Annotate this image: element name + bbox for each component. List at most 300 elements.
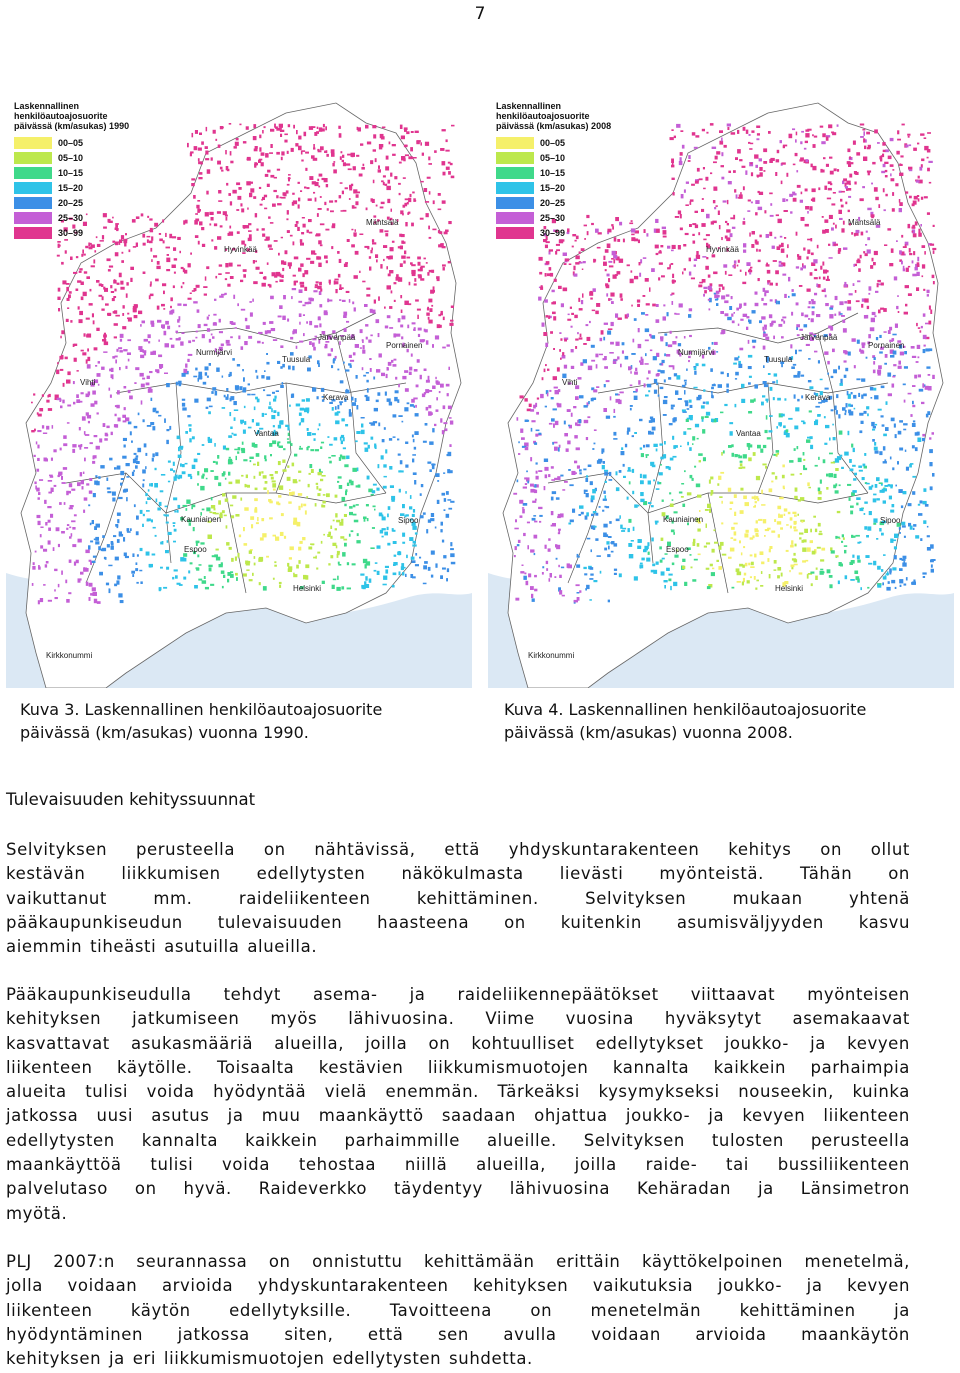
settlement-cell bbox=[249, 579, 253, 581]
settlement-cell bbox=[809, 386, 813, 389]
settlement-cell bbox=[360, 329, 363, 333]
settlement-cell bbox=[272, 392, 275, 394]
settlement-cell bbox=[236, 209, 239, 211]
settlement-cell bbox=[723, 200, 727, 202]
settlement-cell bbox=[196, 331, 198, 333]
settlement-cell bbox=[922, 438, 925, 441]
settlement-cell bbox=[754, 528, 758, 530]
settlement-cell bbox=[736, 568, 740, 572]
settlement-cell bbox=[660, 370, 664, 373]
settlement-cell bbox=[818, 457, 820, 460]
settlement-cell bbox=[338, 564, 341, 566]
settlement-cell bbox=[344, 264, 348, 267]
settlement-cell bbox=[842, 320, 845, 323]
settlement-cell bbox=[242, 369, 244, 371]
settlement-cell bbox=[530, 409, 534, 412]
settlement-cell bbox=[426, 380, 430, 383]
settlement-cell bbox=[417, 309, 421, 311]
settlement-cell bbox=[885, 354, 888, 358]
settlement-cell bbox=[270, 175, 274, 178]
settlement-cell bbox=[66, 528, 68, 530]
settlement-cell bbox=[728, 171, 731, 173]
settlement-cell bbox=[225, 397, 228, 400]
settlement-cell bbox=[318, 257, 321, 260]
settlement-cell bbox=[197, 200, 200, 202]
settlement-cell bbox=[88, 243, 90, 247]
settlement-cell bbox=[726, 389, 728, 393]
settlement-cell bbox=[274, 240, 278, 242]
settlement-cell bbox=[143, 419, 145, 422]
settlement-cell bbox=[124, 386, 127, 389]
settlement-cell bbox=[126, 497, 128, 501]
settlement-cell bbox=[844, 550, 846, 554]
settlement-cell bbox=[87, 357, 90, 361]
settlement-cell bbox=[429, 308, 432, 312]
settlement-cell bbox=[786, 524, 789, 526]
settlement-cell bbox=[351, 244, 355, 247]
settlement-cell bbox=[695, 225, 698, 229]
settlement-cell bbox=[284, 134, 288, 136]
settlement-cell bbox=[287, 465, 289, 468]
settlement-cell bbox=[310, 449, 314, 451]
settlement-cell bbox=[221, 294, 225, 296]
settlement-cell bbox=[287, 151, 289, 154]
settlement-cell bbox=[218, 145, 221, 148]
settlement-cell bbox=[256, 423, 260, 426]
settlement-cell bbox=[526, 471, 528, 473]
settlement-cell bbox=[93, 493, 96, 497]
settlement-cell bbox=[664, 353, 666, 356]
settlement-cell bbox=[850, 469, 854, 472]
settlement-cell bbox=[591, 549, 593, 552]
settlement-cell bbox=[899, 568, 903, 571]
settlement-cell bbox=[922, 245, 926, 248]
settlement-cell bbox=[627, 428, 630, 432]
settlement-cell bbox=[122, 326, 126, 329]
settlement-cell bbox=[539, 272, 542, 275]
settlement-cell bbox=[370, 160, 373, 164]
settlement-cell bbox=[251, 524, 253, 528]
settlement-cell bbox=[570, 520, 574, 523]
settlement-cell bbox=[344, 504, 346, 507]
settlement-cell bbox=[841, 541, 843, 543]
settlement-cell bbox=[409, 367, 412, 371]
settlement-cell bbox=[760, 172, 763, 176]
settlement-cell bbox=[757, 445, 761, 449]
settlement-cell bbox=[883, 576, 887, 579]
settlement-cell bbox=[86, 483, 89, 485]
settlement-cell bbox=[604, 548, 607, 551]
settlement-cell bbox=[874, 395, 878, 399]
settlement-cell bbox=[87, 415, 91, 419]
settlement-cell bbox=[735, 157, 738, 160]
place-label-sipoo: Sipoo bbox=[398, 516, 419, 525]
settlement-cell bbox=[104, 337, 106, 339]
legend-row bbox=[496, 150, 646, 165]
settlement-cell bbox=[202, 509, 205, 511]
settlement-cell bbox=[62, 482, 66, 484]
settlement-cell bbox=[921, 402, 924, 404]
settlement-cell bbox=[907, 134, 910, 136]
settlement-cell bbox=[579, 395, 584, 398]
settlement-cell bbox=[54, 589, 56, 591]
settlement-cell bbox=[902, 559, 906, 561]
settlement-cell bbox=[296, 565, 299, 569]
settlement-cell bbox=[885, 170, 888, 172]
settlement-cell bbox=[542, 377, 544, 380]
settlement-cell bbox=[235, 327, 237, 329]
settlement-cell bbox=[392, 585, 395, 588]
settlement-cell bbox=[795, 488, 798, 492]
settlement-cell bbox=[737, 572, 742, 576]
settlement-cell bbox=[863, 251, 865, 253]
settlement-cell bbox=[876, 477, 880, 481]
settlement-cell bbox=[70, 506, 72, 508]
settlement-cell bbox=[864, 526, 867, 530]
settlement-cell bbox=[383, 259, 385, 261]
settlement-cell bbox=[281, 197, 285, 199]
settlement-cell bbox=[882, 142, 885, 146]
settlement-cell bbox=[97, 373, 101, 377]
settlement-cell bbox=[130, 278, 132, 282]
settlement-cell bbox=[450, 320, 454, 322]
settlement-cell bbox=[602, 465, 605, 469]
settlement-cell bbox=[862, 186, 865, 188]
settlement-cell bbox=[663, 236, 667, 238]
settlement-cell bbox=[339, 299, 341, 301]
settlement-cell bbox=[48, 528, 51, 531]
settlement-cell bbox=[807, 437, 810, 439]
settlement-cell bbox=[58, 308, 60, 311]
settlement-cell bbox=[407, 257, 411, 259]
settlement-cell bbox=[650, 350, 652, 352]
settlement-cell bbox=[287, 230, 290, 233]
settlement-cell bbox=[681, 496, 684, 498]
settlement-cell bbox=[651, 570, 654, 573]
settlement-cell bbox=[521, 437, 525, 440]
settlement-cell bbox=[530, 586, 534, 590]
settlement-cell bbox=[444, 498, 446, 502]
settlement-cell bbox=[719, 225, 721, 229]
settlement-cell bbox=[420, 267, 423, 271]
settlement-cell bbox=[366, 561, 371, 565]
settlement-cell bbox=[896, 240, 898, 242]
settlement-cell bbox=[402, 572, 404, 576]
settlement-cell bbox=[634, 276, 638, 279]
settlement-cell bbox=[72, 449, 75, 453]
settlement-cell bbox=[205, 158, 209, 160]
settlement-cell bbox=[178, 447, 180, 451]
settlement-cell bbox=[127, 352, 131, 355]
settlement-cell bbox=[382, 536, 384, 538]
settlement-cell bbox=[890, 173, 892, 176]
settlement-cell bbox=[388, 506, 391, 510]
settlement-cell bbox=[593, 527, 596, 530]
settlement-cell bbox=[298, 136, 301, 140]
settlement-cell bbox=[761, 562, 764, 565]
settlement-cell bbox=[444, 509, 446, 511]
settlement-cell bbox=[828, 244, 830, 246]
settlement-cell bbox=[390, 485, 394, 488]
settlement-cell bbox=[161, 304, 165, 307]
settlement-cell bbox=[857, 259, 859, 261]
settlement-cell bbox=[584, 405, 588, 408]
settlement-cell bbox=[746, 262, 750, 266]
settlement-cell bbox=[545, 474, 548, 478]
settlement-cell bbox=[273, 535, 277, 537]
settlement-cell bbox=[721, 138, 723, 142]
settlement-cell bbox=[582, 293, 584, 297]
settlement-cell bbox=[217, 161, 221, 165]
settlement-cell bbox=[628, 519, 631, 523]
settlement-cell bbox=[904, 400, 906, 403]
paragraph-line: Pääkaupunkiseudulla tehdyt asema- ja raideliikennepäätökset viittaavat myönteisen bbox=[6, 985, 910, 1004]
settlement-cell bbox=[532, 518, 536, 521]
settlement-cell bbox=[386, 266, 388, 269]
settlement-cell bbox=[809, 301, 811, 304]
settlement-cell bbox=[908, 266, 910, 268]
settlement-cell bbox=[133, 459, 136, 463]
settlement-cell bbox=[262, 130, 264, 134]
settlement-cell bbox=[810, 238, 812, 241]
settlement-cell bbox=[686, 369, 688, 371]
settlement-cell bbox=[233, 401, 237, 405]
settlement-cell bbox=[192, 465, 196, 469]
settlement-cell bbox=[56, 370, 59, 375]
settlement-cell bbox=[230, 336, 233, 338]
settlement-cell bbox=[648, 502, 652, 504]
settlement-cell bbox=[781, 319, 783, 322]
settlement-cell bbox=[273, 410, 276, 413]
settlement-cell bbox=[899, 558, 902, 560]
settlement-cell bbox=[636, 389, 638, 392]
settlement-cell bbox=[790, 344, 792, 348]
settlement-cell bbox=[106, 583, 109, 586]
settlement-cell bbox=[544, 459, 548, 463]
settlement-cell bbox=[879, 528, 881, 532]
settlement-cell bbox=[912, 385, 916, 387]
settlement-cell bbox=[548, 474, 550, 477]
settlement-cell bbox=[329, 444, 333, 446]
settlement-cell bbox=[273, 399, 276, 402]
settlement-cell bbox=[693, 542, 696, 546]
settlement-cell bbox=[222, 407, 226, 409]
settlement-cell bbox=[554, 442, 558, 444]
settlement-cell bbox=[220, 167, 223, 170]
settlement-cell bbox=[165, 514, 169, 516]
settlement-cell bbox=[442, 161, 446, 165]
settlement-cell bbox=[780, 514, 783, 518]
settlement-cell bbox=[329, 200, 333, 202]
settlement-cell bbox=[151, 259, 153, 262]
settlement-cell bbox=[673, 192, 675, 196]
settlement-cell bbox=[815, 406, 820, 408]
settlement-cell bbox=[848, 404, 851, 407]
settlement-cell bbox=[885, 149, 889, 152]
settlement-cell bbox=[143, 514, 145, 516]
settlement-cell bbox=[655, 219, 658, 223]
settlement-cell bbox=[47, 506, 51, 508]
settlement-cell bbox=[383, 464, 386, 467]
settlement-cell bbox=[883, 446, 886, 450]
settlement-cell bbox=[587, 416, 590, 418]
settlement-cell bbox=[712, 568, 714, 570]
settlement-cell bbox=[699, 395, 702, 398]
settlement-cell bbox=[812, 188, 816, 192]
settlement-cell bbox=[226, 542, 229, 546]
settlement-cell bbox=[207, 376, 209, 378]
settlement-cell bbox=[391, 496, 395, 500]
settlement-cell bbox=[909, 170, 913, 172]
settlement-cell bbox=[696, 363, 699, 366]
settlement-cell bbox=[897, 130, 899, 134]
settlement-cell bbox=[377, 545, 381, 548]
settlement-cell bbox=[392, 528, 394, 531]
settlement-cell bbox=[115, 360, 117, 364]
settlement-cell bbox=[123, 537, 125, 542]
settlement-cell bbox=[299, 322, 301, 325]
settlement-cell bbox=[522, 509, 525, 514]
settlement-cell bbox=[157, 261, 160, 265]
settlement-cell bbox=[341, 210, 343, 212]
settlement-cell bbox=[315, 198, 317, 202]
settlement-cell bbox=[579, 469, 582, 471]
settlement-cell bbox=[53, 449, 56, 452]
settlement-cell bbox=[372, 527, 375, 529]
settlement-cell bbox=[277, 443, 279, 447]
settlement-cell bbox=[797, 446, 799, 449]
settlement-cell bbox=[202, 334, 205, 338]
settlement-cell bbox=[348, 168, 352, 170]
settlement-cell bbox=[125, 417, 129, 421]
settlement-cell bbox=[876, 498, 880, 500]
settlement-cell bbox=[148, 341, 150, 343]
settlement-cell bbox=[858, 393, 860, 397]
settlement-cell bbox=[432, 428, 434, 432]
settlement-cell bbox=[538, 297, 541, 301]
settlement-cell bbox=[104, 288, 108, 292]
settlement-cell bbox=[415, 553, 417, 556]
settlement-cell bbox=[718, 211, 720, 216]
settlement-cell bbox=[74, 358, 77, 362]
settlement-cell bbox=[574, 461, 577, 464]
settlement-cell bbox=[852, 465, 856, 467]
settlement-cell bbox=[583, 359, 587, 363]
settlement-cell bbox=[835, 468, 839, 471]
settlement-cell bbox=[520, 515, 523, 518]
settlement-cell bbox=[257, 341, 261, 344]
settlement-cell bbox=[208, 565, 212, 567]
settlement-cell bbox=[599, 506, 601, 508]
settlement-cell bbox=[743, 454, 747, 458]
settlement-cell bbox=[689, 447, 692, 451]
settlement-cell bbox=[863, 464, 866, 467]
settlement-cell bbox=[149, 295, 151, 299]
settlement-cell bbox=[243, 387, 246, 390]
settlement-cell bbox=[765, 466, 767, 469]
settlement-cell bbox=[231, 558, 234, 562]
settlement-cell bbox=[122, 313, 124, 316]
settlement-cell bbox=[815, 465, 818, 467]
settlement-cell bbox=[288, 568, 292, 572]
legend-label: 25–30 bbox=[540, 212, 566, 223]
settlement-cell bbox=[208, 315, 210, 317]
settlement-cell bbox=[639, 273, 641, 277]
settlement-cell bbox=[104, 342, 108, 346]
settlement-cell bbox=[797, 514, 799, 516]
settlement-cell bbox=[261, 471, 263, 473]
settlement-cell bbox=[902, 124, 905, 126]
settlement-cell bbox=[564, 365, 567, 369]
settlement-cell bbox=[295, 143, 298, 146]
settlement-cell bbox=[253, 260, 255, 264]
settlement-cell bbox=[735, 372, 739, 376]
settlement-cell bbox=[688, 360, 690, 362]
settlement-cell bbox=[535, 434, 538, 437]
settlement-cell bbox=[95, 537, 99, 541]
settlement-cell bbox=[300, 285, 304, 288]
settlement-cell bbox=[51, 458, 53, 461]
settlement-cell bbox=[923, 520, 926, 524]
settlement-cell bbox=[213, 323, 217, 326]
settlement-cell bbox=[237, 451, 239, 453]
settlement-cell bbox=[790, 526, 792, 529]
settlement-cell bbox=[908, 167, 912, 170]
settlement-cell bbox=[552, 523, 556, 527]
settlement-cell bbox=[79, 271, 82, 273]
settlement-cell bbox=[178, 476, 180, 479]
settlement-cell bbox=[808, 318, 810, 320]
settlement-cell bbox=[174, 529, 177, 532]
settlement-cell bbox=[650, 417, 653, 420]
settlement-cell bbox=[359, 271, 361, 273]
settlement-cell bbox=[811, 253, 814, 256]
settlement-cell bbox=[859, 470, 863, 472]
settlement-cell bbox=[629, 481, 631, 484]
settlement-cell bbox=[856, 230, 860, 233]
settlement-cell bbox=[234, 417, 236, 421]
settlement-cell bbox=[100, 240, 104, 242]
settlement-cell bbox=[340, 156, 342, 160]
settlement-cell bbox=[874, 447, 878, 451]
settlement-cell bbox=[235, 385, 239, 390]
settlement-cell bbox=[362, 367, 364, 370]
settlement-cell bbox=[79, 427, 81, 430]
settlement-cell bbox=[182, 373, 186, 377]
settlement-cell bbox=[736, 194, 738, 198]
settlement-cell bbox=[203, 382, 207, 385]
settlement-cell bbox=[574, 435, 578, 438]
settlement-cell bbox=[241, 449, 245, 453]
settlement-cell bbox=[724, 300, 728, 303]
settlement-cell bbox=[375, 254, 378, 258]
settlement-cell bbox=[142, 524, 144, 527]
settlement-cell bbox=[631, 353, 635, 355]
settlement-cell bbox=[96, 481, 100, 485]
settlement-cell bbox=[387, 398, 391, 402]
settlement-cell bbox=[701, 405, 705, 408]
settlement-cell bbox=[304, 287, 307, 291]
settlement-cell bbox=[442, 568, 446, 570]
settlement-cell bbox=[423, 583, 427, 585]
settlement-cell bbox=[554, 478, 558, 480]
settlement-cell bbox=[769, 314, 772, 318]
settlement-cell bbox=[564, 339, 567, 341]
settlement-cell bbox=[789, 460, 793, 463]
settlement-cell bbox=[676, 336, 678, 338]
settlement-cell bbox=[377, 392, 380, 396]
settlement-cell bbox=[701, 223, 705, 227]
